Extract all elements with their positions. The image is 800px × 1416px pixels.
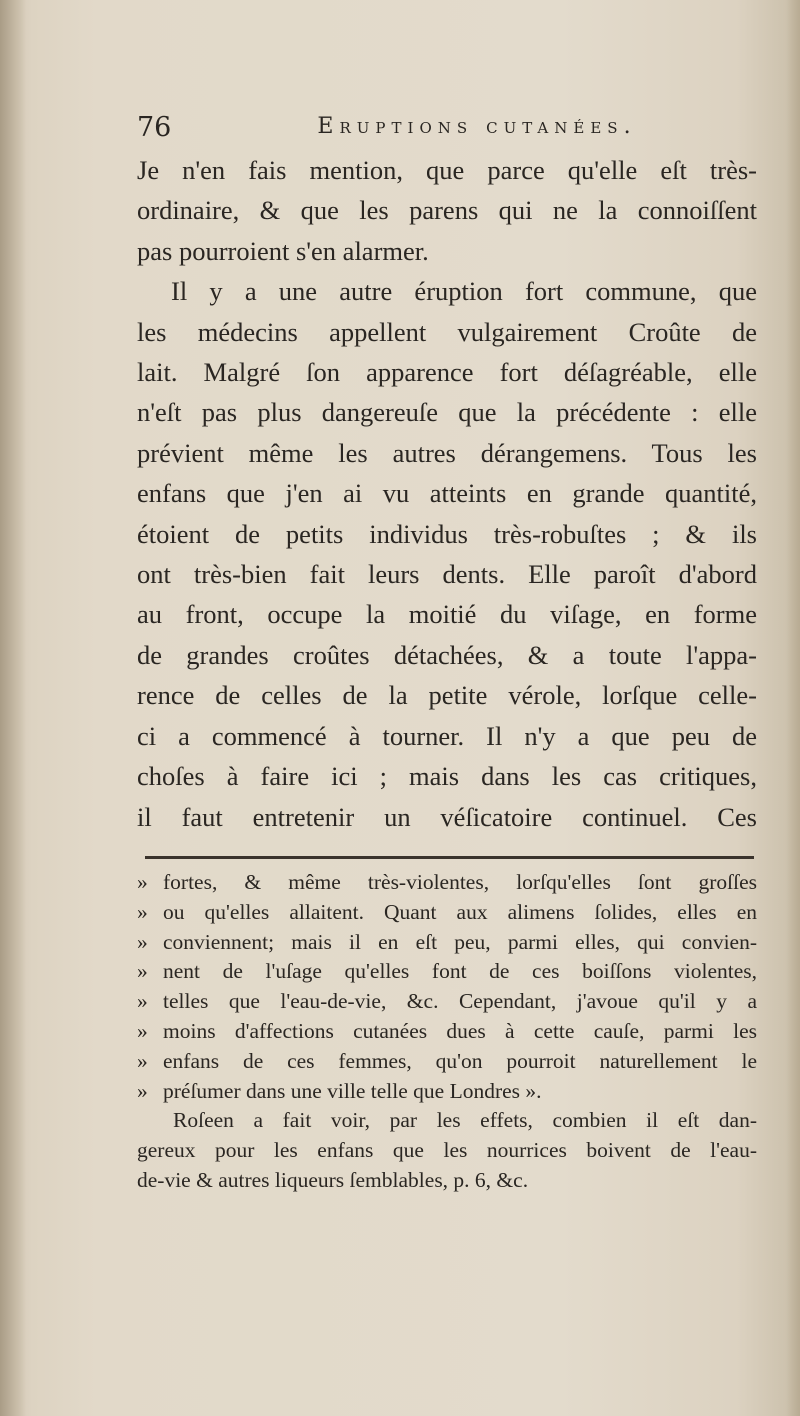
footnote-line xyxy=(137,1077,757,1107)
gutter-shadow xyxy=(0,0,26,1416)
footnote-line xyxy=(137,928,757,958)
text-line: enfans que j'en ai vu atteints en grande quantité, xyxy=(137,478,757,509)
quote-mark: » xyxy=(137,1018,148,1043)
footnote-para-line: gereux pour les enfans que les nourrices boivent de l'eau- xyxy=(137,1138,757,1163)
footnote-text: préſumer dans une ville telle que Londres ». xyxy=(163,1078,542,1103)
footnote-text: enfans de ces femmes, qu'on pourroit naturellement le xyxy=(163,1048,757,1073)
text-line: ont très-bien fait leurs dents. Elle paroît d'abord xyxy=(137,559,757,590)
footnote-line xyxy=(137,957,757,987)
page-number: 76 xyxy=(137,112,172,143)
text-line: de grandes croûtes détachées, & a toute l'appa- xyxy=(137,639,757,670)
footnote-text: moins d'affections cutanées dues à cette cauſe, parmi les xyxy=(163,1018,757,1043)
footnote-text: telles que l'eau-de-vie, &c. Cependant, j'avoue qu'il y a xyxy=(163,989,757,1014)
footnote-para-line: de-vie & autres liqueurs ſemblables, p. 6, &c. xyxy=(137,1167,529,1192)
text-line: Il y a une autre éruption fort commune, que xyxy=(171,276,757,307)
quote-mark: » xyxy=(137,929,148,954)
quote-mark: » xyxy=(137,870,148,894)
text-line: pas pourroient s'en alarmer. xyxy=(137,235,429,266)
page-edge-shadow xyxy=(786,0,800,1416)
running-head: Eruptions cutanées. xyxy=(317,114,637,139)
main-text xyxy=(137,150,757,837)
footnote-text: ou qu'elles allaitent. Quant aux alimens ſolides, elles en xyxy=(163,899,757,924)
quote-mark: » xyxy=(137,899,148,924)
footnote-line xyxy=(137,898,757,928)
text-line: ordinaire, & que les parens qui ne la connoiſſent xyxy=(137,195,757,226)
footnote-para-line: Roſeen a fait voir, par les effets, combien il eſt dan- xyxy=(173,1108,757,1133)
footnote-rule xyxy=(145,856,754,859)
footnote-text: nent de l'uſage qu'elles font de ces boiſſons violentes, xyxy=(163,959,757,984)
text-line: rence de celles de la petite vérole, lorſque celle- xyxy=(137,680,757,711)
footnote-text: conviennent; mais il en eſt peu, parmi elles, qui convien- xyxy=(163,929,757,954)
text-line: prévient même les autres dérangemens. Tous les xyxy=(137,437,757,468)
text-line: il faut entretenir un véſicatoire continuel. Ces xyxy=(137,801,757,832)
quote-mark: » xyxy=(137,1078,148,1103)
footnote-line xyxy=(137,1017,757,1047)
footnote-text: fortes, & même très-violentes, lorſqu'elles ſont groſſes xyxy=(163,870,757,894)
text-line: au front, occupe la moitié du viſage, en forme xyxy=(137,599,757,630)
text-line: les médecins appellent vulgairement Croûte de xyxy=(137,316,757,347)
quote-mark: » xyxy=(137,989,148,1014)
text-line: ci a commencé à tourner. Il n'y a que peu de xyxy=(137,720,757,751)
quote-mark: » xyxy=(137,1048,148,1073)
quote-mark: » xyxy=(137,959,148,984)
text-line: étoient de petits individus très-robuſtes ; & ils xyxy=(137,518,757,549)
page-header xyxy=(137,112,757,152)
footnote-line xyxy=(137,1047,757,1077)
footnote xyxy=(137,868,757,1196)
text-line: Je n'en fais mention, que parce qu'elle eſt très- xyxy=(137,155,757,185)
footnote-line xyxy=(137,868,757,898)
text-line: lait. Malgré ſon apparence fort déſagréable, elle xyxy=(137,357,757,388)
text-line: n'eſt pas plus dangereuſe que la précédente : elle xyxy=(137,397,757,428)
text-line: choſes à faire ici ; mais dans les cas critiques, xyxy=(137,761,757,792)
footnote-line xyxy=(137,987,757,1017)
